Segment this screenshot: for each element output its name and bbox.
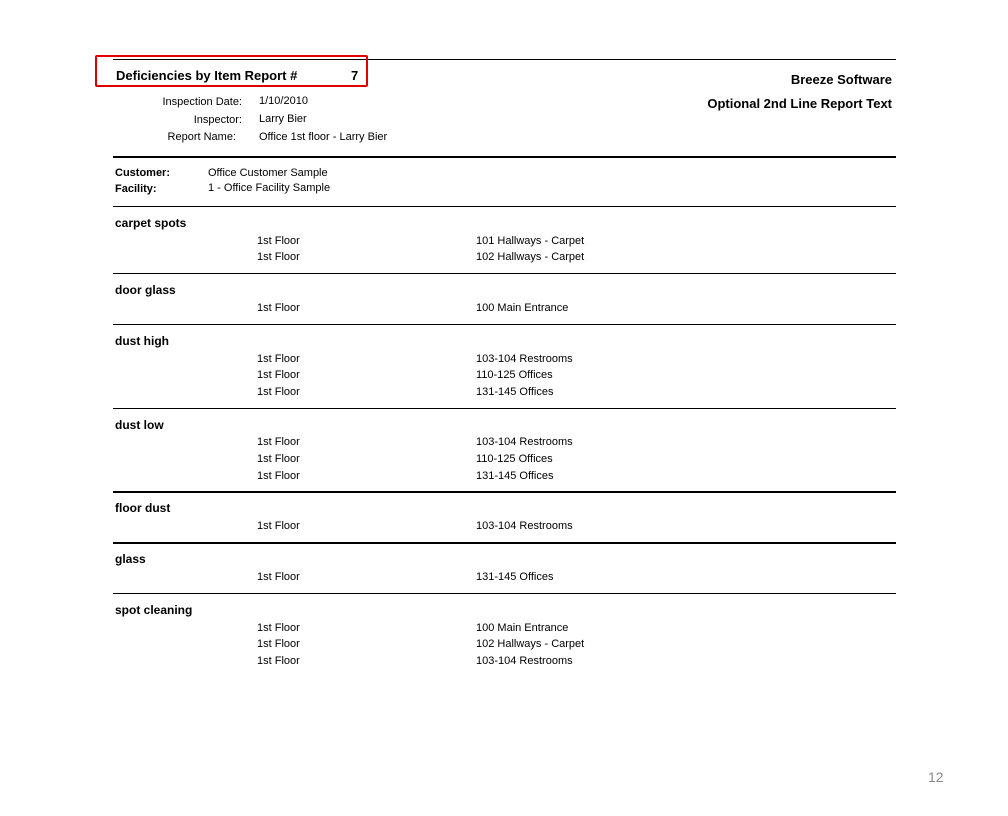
area-cell: 100 Main Entrance [476,302,569,314]
area-cell: 131-145 Offices [476,470,554,482]
floor-cell: 1st Floor [257,655,300,667]
company-name: Breeze Software [790,72,892,87]
inspector-value: Larry Bier [259,113,307,125]
inspector-label: Inspector: [193,114,242,126]
area-cell: 101 Hallways - Carpet [476,235,585,247]
report-name-value: Office 1st floor - Larry Bier [259,131,388,143]
floor-cell: 1st Floor [257,369,300,381]
report-title: Deficiencies by Item Report # [116,68,298,83]
group-title: glass [115,552,146,566]
customer-label: Customer: [115,167,171,179]
customer-rule [113,206,896,207]
report-name-label: Report Name: [167,131,236,143]
group-divider [113,491,896,493]
page-number: 12 [928,769,944,785]
floor-cell: 1st Floor [257,386,300,398]
area-cell: 131-145 Offices [476,386,554,398]
inspection-date-value: 1/10/2010 [259,95,308,107]
group-title: spot cleaning [115,603,193,617]
area-cell: 103-104 Restrooms [476,353,573,365]
group-title: dust low [115,418,164,432]
facility-value: 1 - Office Facility Sample [208,182,331,194]
group-divider [113,408,896,409]
group-title: carpet spots [115,216,187,230]
floor-cell: 1st Floor [257,622,300,634]
floor-cell: 1st Floor [257,453,300,465]
floor-cell: 1st Floor [257,251,300,263]
floor-cell: 1st Floor [257,571,300,583]
group-title: floor dust [115,501,171,515]
floor-cell: 1st Floor [257,235,300,247]
area-cell: 110-125 Offices [476,369,553,381]
inspection-date-label: Inspection Date: [162,96,242,108]
floor-cell: 1st Floor [257,353,300,365]
floor-cell: 1st Floor [257,302,300,314]
floor-cell: 1st Floor [257,520,300,532]
area-cell: 102 Hallways - Carpet [476,638,585,650]
report-second-line: Optional 2nd Line Report Text [707,96,892,111]
floor-cell: 1st Floor [257,638,300,650]
group-divider [113,542,896,544]
group-title: dust high [115,334,169,348]
area-cell: 100 Main Entrance [476,622,569,634]
group-divider [113,324,896,325]
area-cell: 103-104 Restrooms [476,436,573,448]
area-cell: 102 Hallways - Carpet [476,251,585,263]
floor-cell: 1st Floor [257,436,300,448]
floor-cell: 1st Floor [257,470,300,482]
area-cell: 103-104 Restrooms [476,520,573,532]
group-title: door glass [115,283,176,297]
report-number: 7 [351,68,359,83]
header-rule [113,156,896,158]
customer-value: Office Customer Sample [208,167,328,179]
facility-label: Facility: [115,183,157,195]
group-divider [113,593,896,594]
group-divider [113,273,896,274]
area-cell: 131-145 Offices [476,571,554,583]
area-cell: 103-104 Restrooms [476,655,573,667]
area-cell: 110-125 Offices [476,453,553,465]
